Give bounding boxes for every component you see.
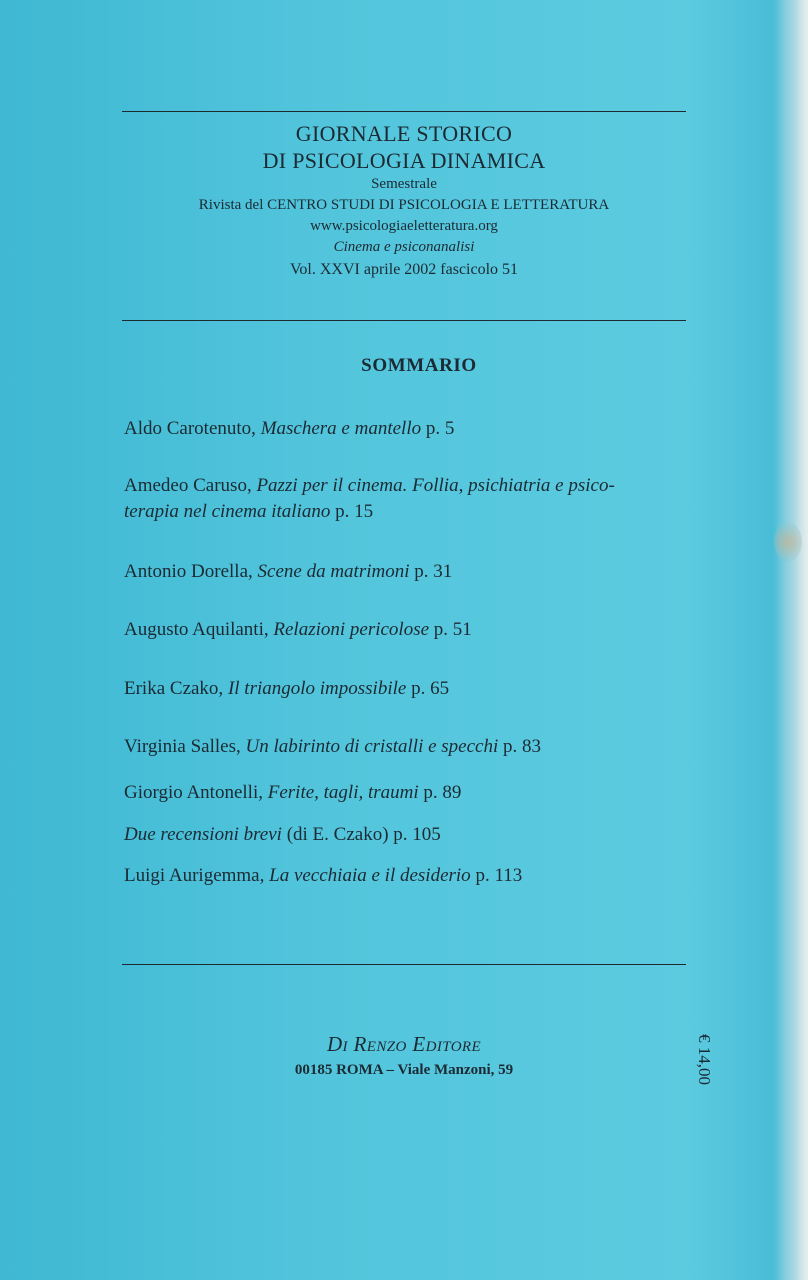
toc-author: Aldo Carotenuto, (124, 418, 256, 439)
toc-author: Augusto Aquilanti, (124, 619, 269, 640)
toc-page: p. 31 (414, 561, 453, 582)
toc-entry (124, 617, 694, 643)
bottom-rule (122, 964, 686, 965)
journal-header (122, 120, 686, 282)
toc-page: p. 15 (335, 501, 374, 522)
toc-note: (di E. Czako) (286, 824, 389, 845)
toc-page: p. 83 (503, 736, 541, 757)
toc-entry (124, 676, 694, 702)
toc-page: p. 51 (433, 619, 472, 640)
toc-author: Luigi Aurigemma, (124, 865, 265, 886)
publisher-name: Di Renzo Editore (326, 1032, 482, 1056)
toc-page: p. 89 (423, 782, 462, 803)
toc-title: Pazzi per il cinema. Follia, psichiatria e psico- (256, 475, 615, 496)
journal-title-line2: DI PSICOLOGIA DINAMICA (262, 148, 546, 173)
toc-title: La vecchiaia e il desiderio (269, 865, 471, 886)
toc-entry (124, 863, 694, 889)
toc-author: Amedeo Caruso, (124, 475, 252, 496)
sommario-heading: SOMMARIO (361, 355, 477, 376)
toc-author: Antonio Dorella, (124, 561, 253, 582)
top-rule (122, 111, 686, 112)
toc-title-continued: terapia nel cinema italiano (124, 501, 331, 522)
toc-page: p. 65 (411, 678, 450, 699)
website: www.psicologiaeletteratura.org (310, 218, 498, 234)
toc-title: Il triangolo impossibile (227, 678, 407, 699)
publisher-block (122, 1030, 686, 1082)
toc-author: Erika Czako, (124, 678, 224, 699)
publisher-line: Rivista del CENTRO STUDI DI PSICOLOGIA E LETTERATURA (198, 197, 610, 213)
toc-title: Due recensioni brevi (124, 824, 282, 845)
frequency: Semestrale (371, 176, 437, 192)
publisher-address: 00185 ROMA – Viale Manzoni, 59 (294, 1062, 514, 1078)
issue-theme: Cinema e psiconanalisi (333, 239, 475, 255)
toc-page: p. 113 (475, 865, 523, 886)
toc-entry (124, 822, 694, 848)
page-edge (772, 0, 808, 1280)
toc-entry (124, 416, 694, 442)
toc-title: Relazioni pericolose (273, 619, 430, 640)
toc-entry (124, 473, 694, 525)
toc-page: p. 105 (393, 824, 441, 845)
stain-mark (774, 522, 802, 562)
toc-title: Ferite, tagli, traumi (267, 782, 419, 803)
toc-title: Maschera e mantello (260, 418, 422, 439)
toc-author: Giorgio Antonelli, (124, 782, 263, 803)
toc-title: Un labirinto di cristalli e specchi (245, 736, 499, 757)
toc-title: Scene da matrimoni (257, 561, 410, 582)
toc-entry (124, 780, 694, 806)
price-label: € 14,00 (695, 1034, 714, 1085)
volume-info: Vol. XXVI aprile 2002 fascicolo 51 (289, 261, 519, 278)
toc-author: Virginia Salles, (124, 736, 241, 757)
journal-title-line1: GIORNALE STORICO (295, 121, 513, 146)
toc-entry (124, 734, 694, 760)
middle-rule (122, 320, 686, 321)
toc-entry (124, 559, 694, 585)
toc-page: p. 5 (425, 418, 455, 439)
